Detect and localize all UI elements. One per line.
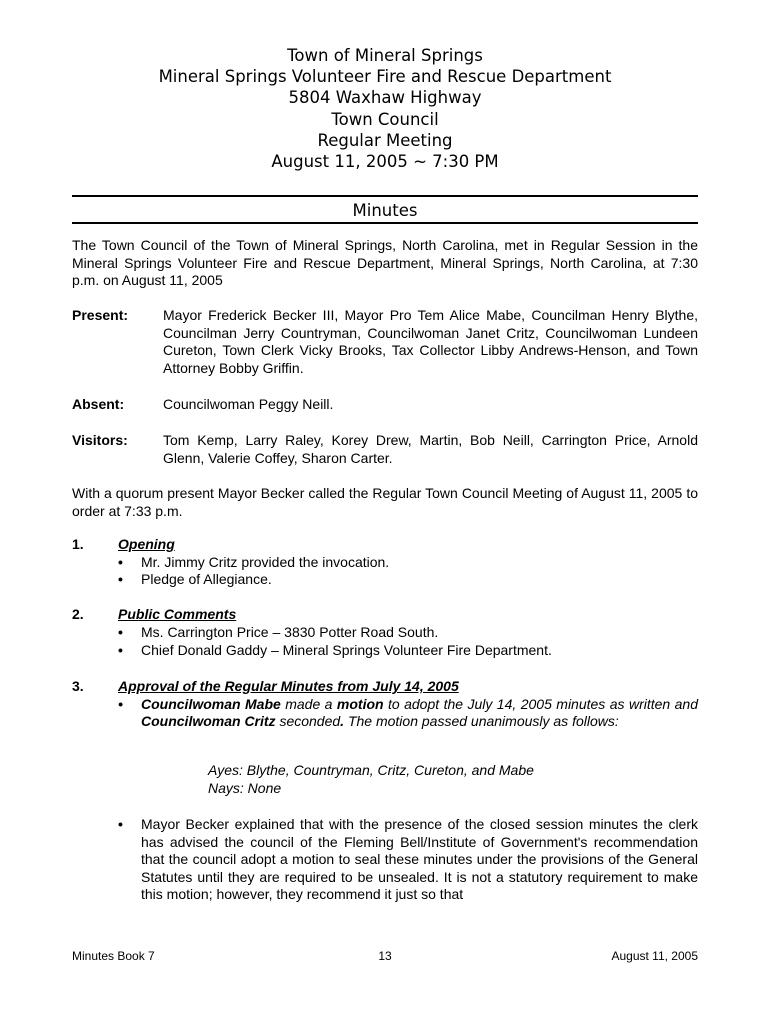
motion-text: made a bbox=[280, 695, 337, 712]
header-address: 5804 Waxhaw Highway bbox=[288, 88, 482, 108]
document-header bbox=[0, 45, 770, 172]
list-item: • Chief Donald Gaddy – Mineral Springs Volunteer Fire Department. bbox=[118, 642, 698, 660]
footer-page-number: 13 bbox=[378, 949, 392, 963]
absent-text: Councilwoman Peggy Neill. bbox=[163, 396, 334, 412]
header-town-name: Town of Mineral Springs bbox=[287, 46, 483, 65]
list-item: • Ms. Carrington Price – 3830 Potter Road South. bbox=[118, 624, 698, 642]
item-heading: Opening bbox=[118, 536, 175, 552]
section-title: Minutes bbox=[352, 201, 418, 220]
motion-mover: Councilwoman Mabe bbox=[141, 695, 281, 712]
motion-period: . bbox=[340, 713, 345, 729]
list-item: • Pledge of Allegiance. bbox=[118, 571, 698, 589]
item-heading: Approval of the Regular Minutes from July 14, 2005 bbox=[118, 678, 459, 694]
bullet-list bbox=[118, 624, 698, 659]
visitors-text: Tom Kemp, Larry Raley, Korey Drew, Martin, Bob Neill, Carrington Price, Arnold Glenn, Valerie Coffey, Sharon Carter. bbox=[163, 432, 698, 466]
item-heading: Public Comments bbox=[118, 606, 237, 622]
motion-text: The motion passed unanimously as follows: bbox=[344, 713, 619, 729]
motion-seconder: Councilwoman Critz bbox=[141, 713, 276, 729]
top-divider bbox=[72, 195, 698, 197]
header-department: Mineral Springs Volunteer Fire and Rescue Department bbox=[158, 67, 612, 87]
absent-label: Absent: bbox=[72, 396, 125, 412]
intro-paragraph: The Town Council of the Town of Mineral Springs, North Carolina, met in Regular Session in the Mineral Springs Volunteer Fire and Rescue Department, Mineral Springs, North Carolina, at 7:30 p.m. on August 11, 2005 bbox=[72, 237, 698, 288]
bullet-list bbox=[118, 554, 698, 589]
list-item: • Mayor Becker explained that with the presence of the closed session minutes the clerk has advised the council of the Fleming Bell/Institute of Government's recommendation that the council adopt a motion to seal these minutes under the provisions of the General Statutes until they are required to be unsealed. It is not a statutory requirement to make this motion; however, they recommend it just so that bbox=[118, 816, 698, 904]
motion-text: seconded bbox=[275, 713, 341, 729]
item-number: 1. bbox=[72, 536, 84, 552]
nays-line: Nays: None bbox=[208, 779, 282, 796]
motion-word: motion bbox=[336, 695, 384, 712]
vote-record bbox=[208, 762, 534, 797]
quorum-paragraph: With a quorum present Mayor Becker called the Regular Town Council Meeting of August 11, 2005 to order at 7:33 p.m. bbox=[72, 485, 698, 519]
header-body: Town Council bbox=[331, 109, 439, 129]
bullet-list bbox=[118, 816, 698, 904]
visitors-label: Visitors: bbox=[72, 432, 128, 448]
bullet-list bbox=[118, 696, 698, 731]
bottom-divider bbox=[72, 222, 698, 224]
footer-date: August 11, 2005 bbox=[611, 949, 698, 963]
motion-text: to adopt the July 14, 2005 minutes as written and bbox=[383, 695, 698, 712]
footer-book: Minutes Book 7 bbox=[72, 949, 155, 963]
ayes-line: Ayes: Blythe, Countryman, Critz, Cureton, and Mabe bbox=[208, 762, 534, 778]
item-number: 3. bbox=[72, 678, 84, 694]
header-meeting-type: Regular Meeting bbox=[317, 130, 453, 150]
item-number: 2. bbox=[72, 606, 84, 622]
present-text: Mayor Frederick Becker III, Mayor Pro Tem Alice Mabe, Councilman Henry Blythe, Councilman Jerry Countryman, Councilwoman Janet Critz, Councilwoman Lundeen Cureton, Town Clerk Vicky Brooks, Tax Collector Libby Andrews-Henson, and Town Attorney Bobby Griffin. bbox=[163, 307, 698, 376]
motion-bullet bbox=[118, 696, 698, 731]
present-label: Present: bbox=[72, 307, 129, 323]
header-date-time: August 11, 2005 ~ 7:30 PM bbox=[271, 152, 499, 172]
list-item: • Mr. Jimmy Critz provided the invocation. bbox=[118, 554, 698, 572]
